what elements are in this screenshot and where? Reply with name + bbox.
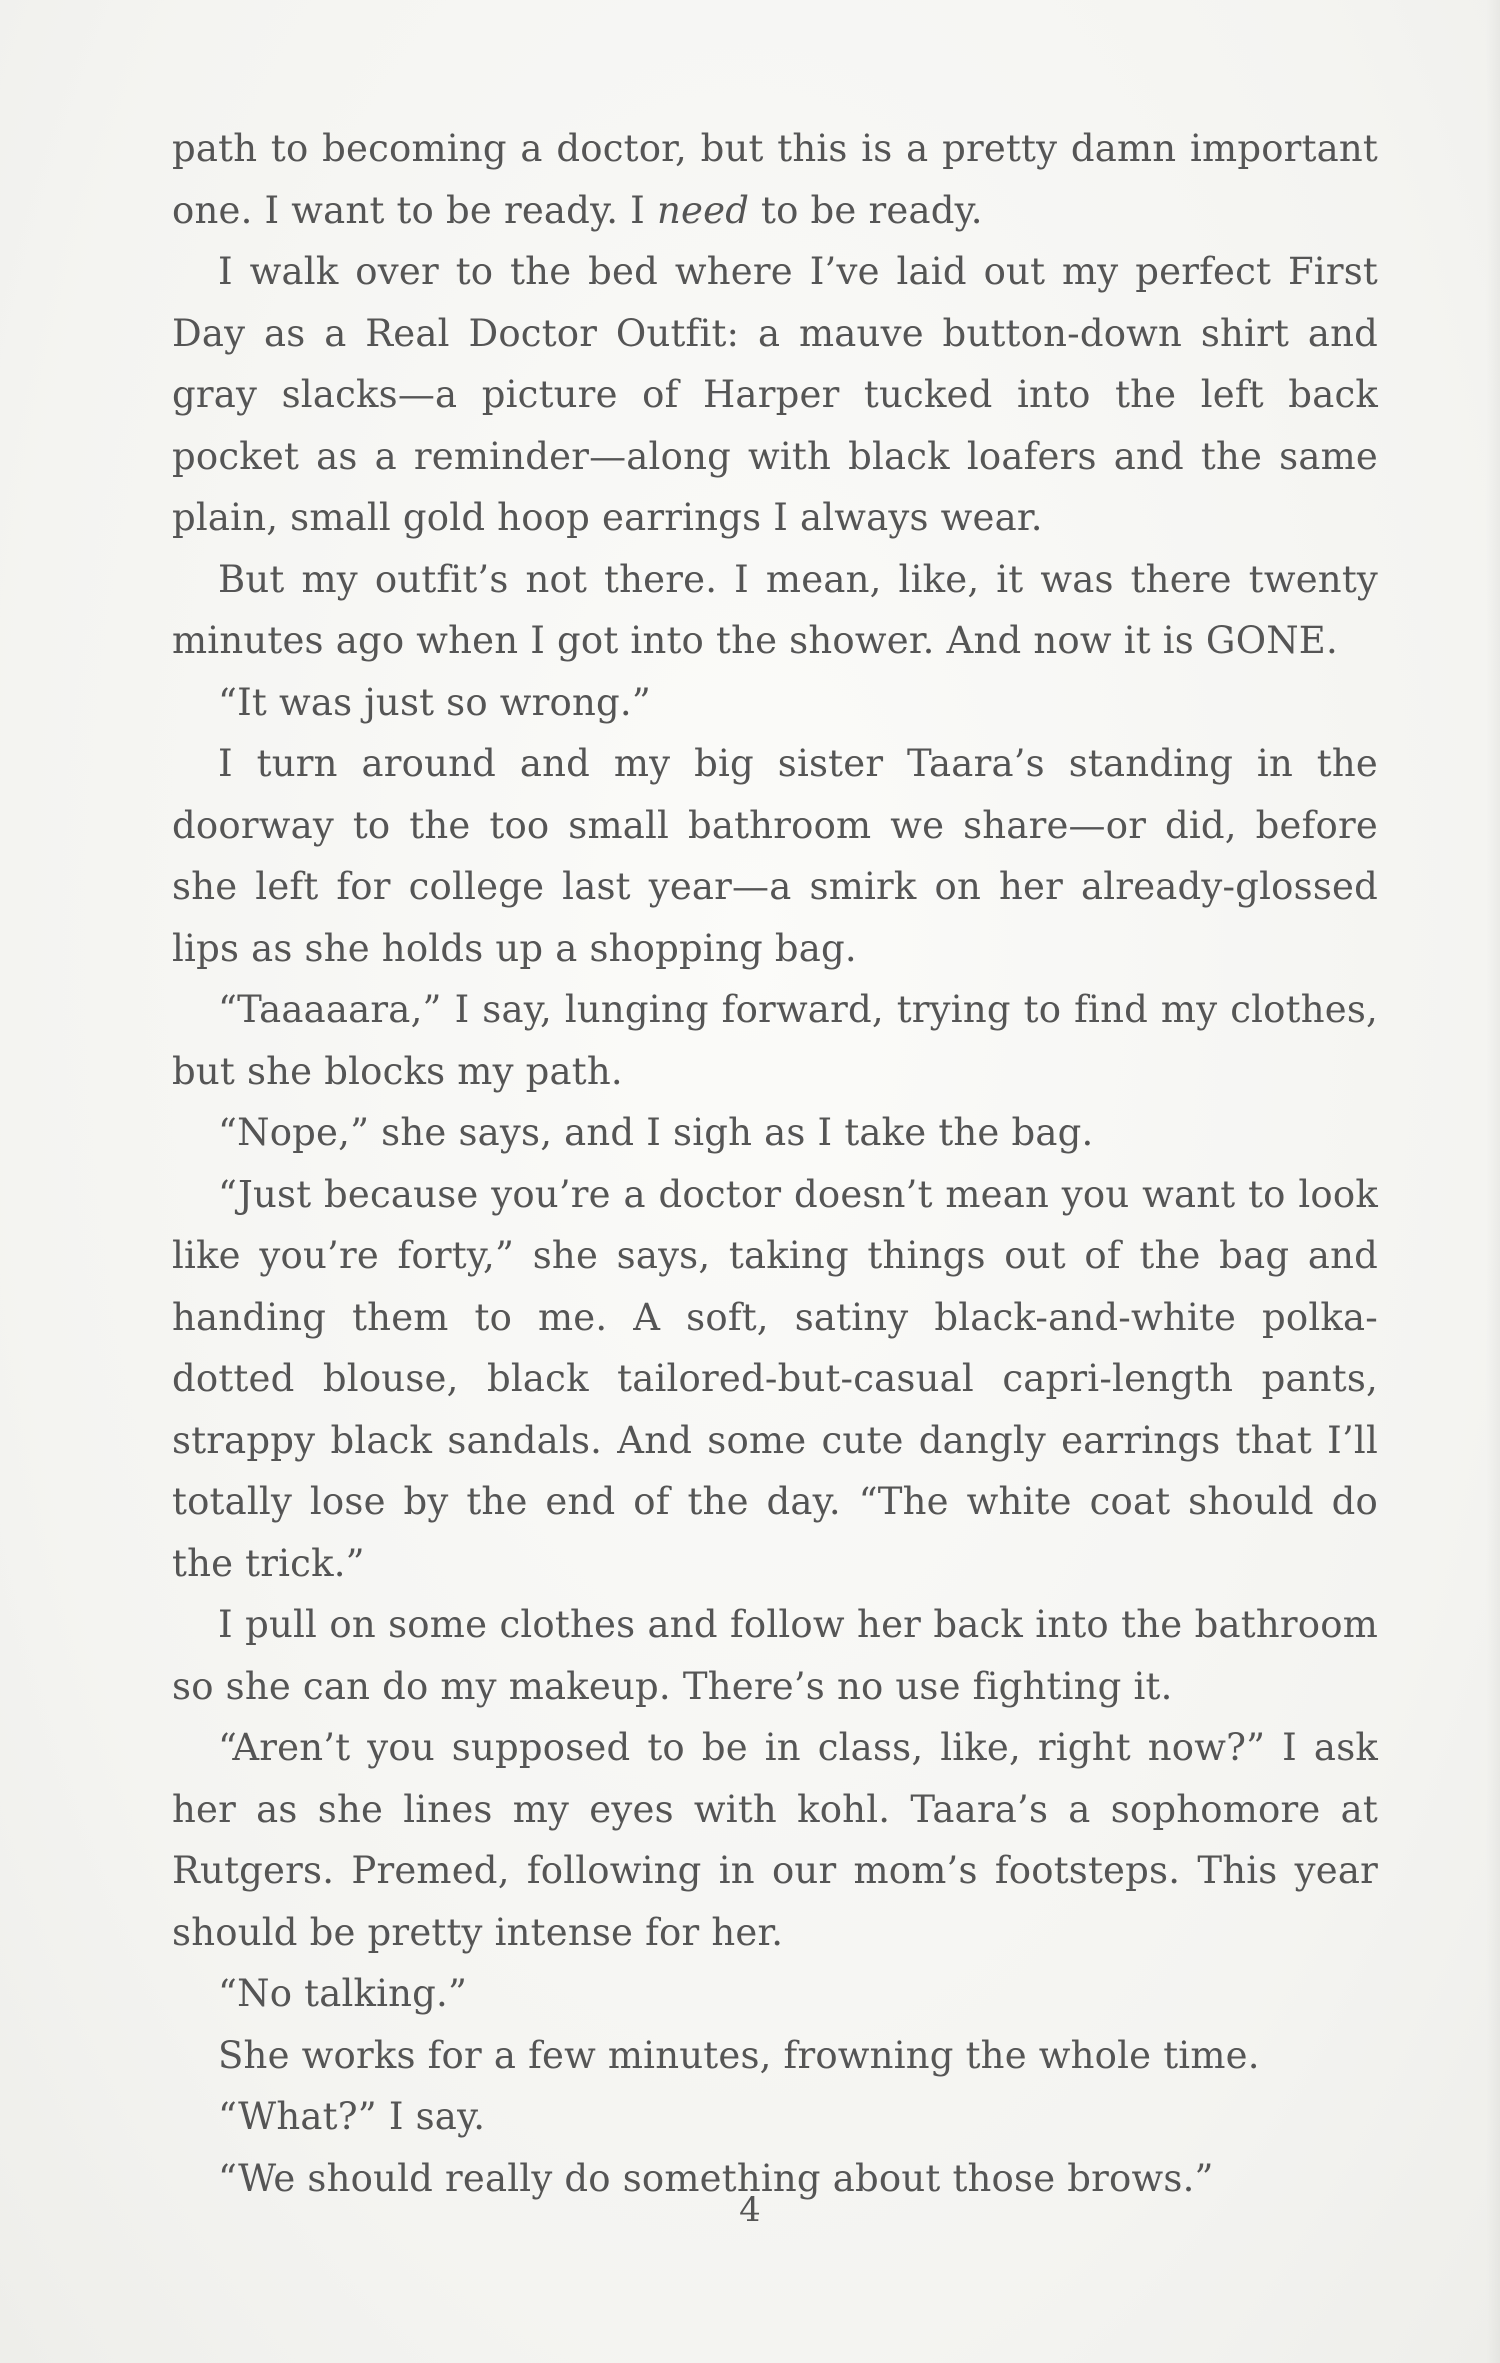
paragraph: [172, 2025, 1378, 2087]
text-segment: She works for a few minutes, frowning the whole time.: [218, 2033, 1260, 2077]
text-segment: I pull on some clothes and follow her back into the bathroom so she can do my makeup. There’s no use fighting it.: [172, 1603, 1378, 1708]
paragraph: [172, 118, 1378, 241]
paragraph: [172, 549, 1378, 672]
text-segment: I turn around and my big sister Taara’s standing in the doorway to the too small bathroom we share—or did, before she left for college last year—a smirk on her already-glossed lips as she holds up a shopping bag.: [172, 742, 1378, 970]
paragraph: [172, 241, 1378, 549]
emphasis-text: need: [656, 188, 750, 232]
text-segment: “It was just so wrong.”: [218, 680, 652, 724]
paragraph: [172, 1963, 1378, 2025]
paragraph: [172, 1102, 1378, 1164]
paragraph: [172, 1164, 1378, 1595]
text-segment: to be ready.: [749, 188, 983, 232]
text-segment: “Nope,” she says, and I sigh as I take the bag.: [218, 1111, 1094, 1154]
text-segment: path to becoming a doctor, but this is a pretty damn important one. I want to be ready. I: [172, 127, 1378, 232]
page-number: 4: [739, 2190, 761, 2230]
paragraph: [172, 1594, 1378, 1717]
paragraph: [172, 2086, 1378, 2148]
text-segment: “Aren’t you supposed to be in class, like, right now?” I ask her as she lines my eyes with kohl. Taara’s a sophomore at Rutgers. Premed, following in our mom’s footsteps. This year should be pretty intense for her.: [172, 1726, 1378, 1954]
text-segment: But my outfit’s not there. I mean, like, it was there twenty minutes ago when I got into the shower. And now it is GONE.: [172, 557, 1378, 662]
paragraph: [172, 672, 1378, 734]
text-segment: “What?” I say.: [218, 2095, 486, 2138]
text-segment: “Taaaaara,” I say, lunging forward, trying to find my clothes, but she blocks my path.: [172, 988, 1378, 1093]
text-segment: “Just because you’re a doctor doesn’t mean you want to look like you’re forty,” she says, taking things out of the bag and handing them to me. A soft, satiny black-and-white polka-dotted blouse, black tailored-but-casual capri-length pants, strappy black sandals. And some cute dangly earrings that I’ll totally lose by the end of the day. “The white coat should do the trick.”: [172, 1172, 1378, 1585]
body-text: [172, 118, 1378, 2209]
text-segment: “We should really do something about those brows.”: [218, 2156, 1214, 2200]
text-segment: I walk over to the bed where I’ve laid out my perfect First Day as a Real Doctor Outfit: a mauve button-down shirt and gray slacks—a picture of Harper tucked into the left back pocket as a reminder—along with black loafers and the same plain, small gold hoop earrings I always wear.: [172, 250, 1378, 539]
paragraph: [172, 733, 1378, 979]
page-edge-shadow: [1486, 0, 1500, 2363]
paragraph: [172, 1717, 1378, 1963]
text-segment: “No talking.”: [218, 1972, 468, 2015]
paragraph: [172, 979, 1378, 1102]
